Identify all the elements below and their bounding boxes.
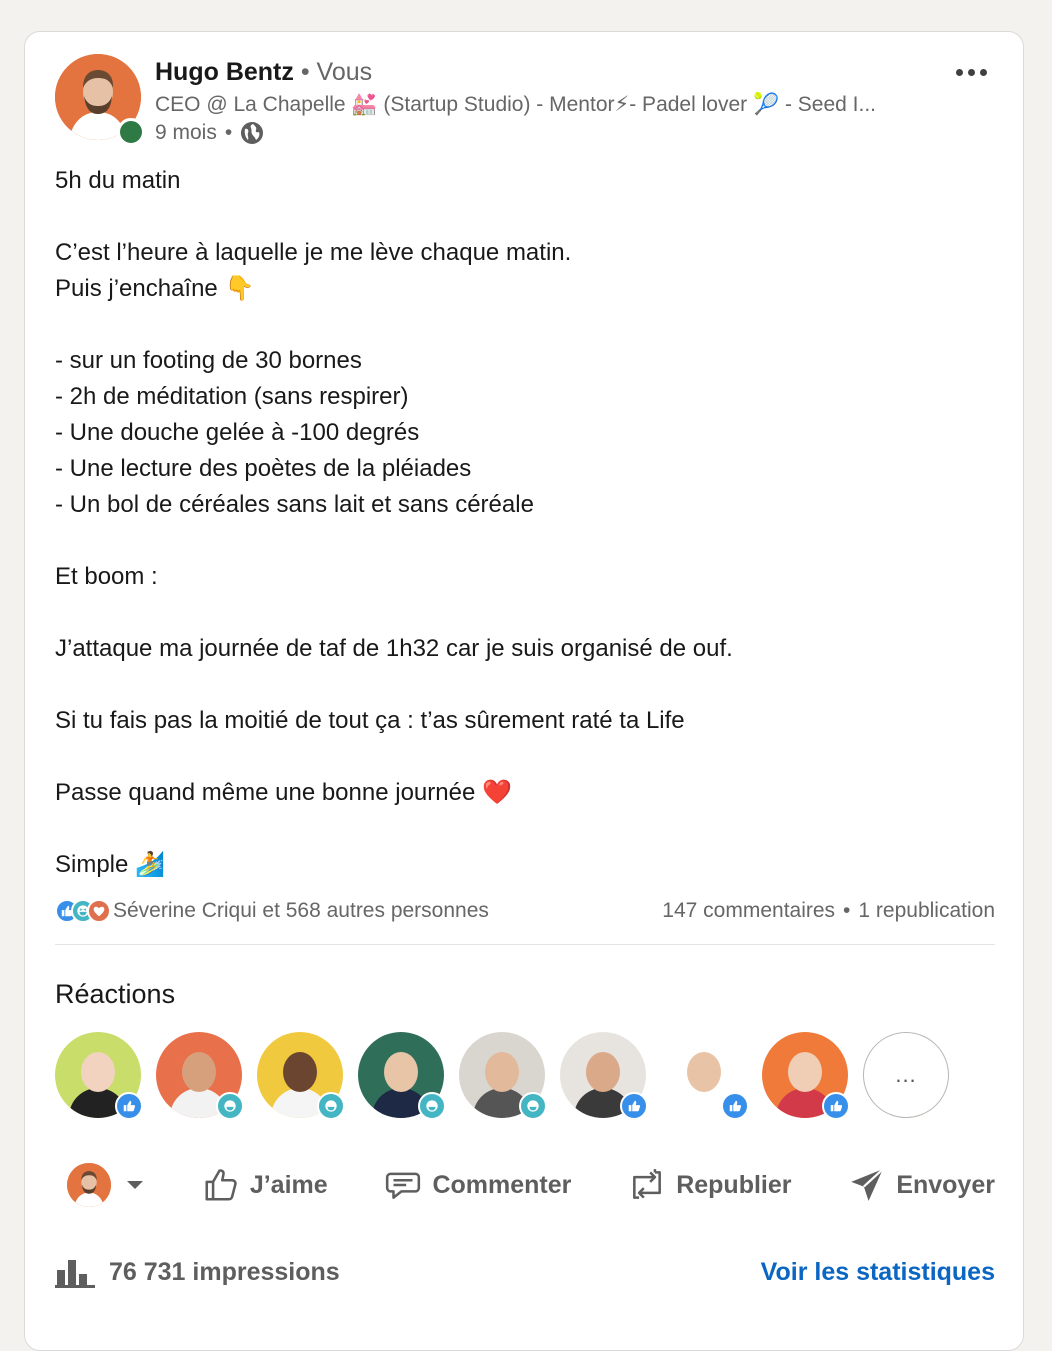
reposts-count-link[interactable]: 1 republication bbox=[858, 899, 995, 922]
reactor-face bbox=[788, 1052, 822, 1092]
reactor-face bbox=[81, 1052, 115, 1092]
reactions-text: Séverine Criqui et 568 autres personnes bbox=[113, 899, 489, 922]
funny-icon bbox=[519, 1092, 547, 1120]
more-reactors-button[interactable]: ... bbox=[863, 1032, 949, 1118]
action-bar bbox=[55, 1152, 995, 1218]
comments-count-link[interactable]: 147 commentaires bbox=[662, 899, 836, 922]
bar-chart-icon bbox=[55, 1256, 95, 1288]
post-line bbox=[55, 811, 995, 847]
post-body bbox=[55, 163, 995, 883]
comment-label: Commenter bbox=[432, 1170, 572, 1199]
post-line: - sur un footing de 30 bornes bbox=[55, 347, 362, 374]
author-line bbox=[155, 58, 372, 87]
send-icon bbox=[848, 1166, 886, 1204]
send-label: Envoyer bbox=[896, 1170, 995, 1199]
post-line bbox=[55, 667, 995, 703]
post-line: Et boom : bbox=[55, 563, 158, 590]
reactor-face bbox=[283, 1052, 317, 1092]
reaction-icons bbox=[55, 899, 103, 923]
repost-button[interactable] bbox=[628, 1166, 791, 1204]
reactor-face bbox=[182, 1052, 216, 1092]
post-line: - 2h de méditation (sans respirer) bbox=[55, 383, 409, 410]
post-line: - Une lecture des poètes de la pléiades bbox=[55, 455, 472, 482]
post-line: - Une douche gelée à -100 degrés bbox=[55, 419, 420, 446]
post-meta-separator: • bbox=[224, 121, 233, 144]
post-line: Puis j’enchaîne 👇 bbox=[55, 275, 255, 302]
post-line: Passe quand même une bonne journée ❤️ bbox=[55, 779, 512, 806]
stats-row bbox=[55, 1256, 995, 1288]
post-line: Simple 🏄 bbox=[55, 851, 165, 878]
more-dot-icon bbox=[956, 69, 963, 76]
reactor-avatar[interactable] bbox=[257, 1032, 343, 1118]
reactor-avatar[interactable] bbox=[661, 1032, 747, 1118]
reactors-list bbox=[55, 1032, 949, 1118]
social-counts bbox=[55, 899, 995, 923]
reactions-title: Réactions bbox=[55, 979, 176, 1009]
funny-icon bbox=[216, 1092, 244, 1120]
author-name[interactable]: Hugo Bentz bbox=[155, 58, 294, 86]
post-line bbox=[55, 523, 995, 559]
reactor-avatar[interactable] bbox=[459, 1032, 545, 1118]
reactor-face bbox=[586, 1052, 620, 1092]
post-card bbox=[24, 31, 1024, 1351]
actor-avatar-image bbox=[67, 1163, 111, 1207]
post-time[interactable]: 9 mois bbox=[155, 121, 217, 144]
reactor-face bbox=[687, 1052, 721, 1092]
post-meta bbox=[155, 121, 264, 145]
online-status-icon bbox=[117, 118, 145, 146]
like-icon bbox=[822, 1092, 850, 1120]
view-stats-link[interactable]: Voir les statistiques bbox=[760, 1257, 995, 1286]
impressions bbox=[55, 1256, 340, 1288]
divider bbox=[55, 944, 995, 945]
reactor-avatar[interactable] bbox=[560, 1032, 646, 1118]
actor-avatar bbox=[67, 1163, 111, 1207]
more-dot-icon bbox=[968, 69, 975, 76]
author-you-label: Vous bbox=[316, 58, 373, 86]
like-icon bbox=[620, 1092, 648, 1120]
globe-icon bbox=[240, 121, 264, 145]
comment-button[interactable] bbox=[384, 1166, 571, 1204]
impressions-count: 76 731 impressions bbox=[109, 1257, 340, 1286]
funny-icon bbox=[418, 1092, 446, 1120]
like-icon bbox=[721, 1092, 749, 1120]
comment-icon bbox=[384, 1166, 422, 1204]
repost-label: Republier bbox=[676, 1170, 792, 1199]
post-line bbox=[55, 199, 995, 235]
post-line bbox=[55, 595, 995, 631]
post-line: Si tu fais pas la moitié de tout ça : t’as sûrement raté ta Life bbox=[55, 707, 685, 734]
reactor-avatar[interactable] bbox=[762, 1032, 848, 1118]
thumbs-up-icon bbox=[202, 1166, 240, 1204]
funny-icon bbox=[317, 1092, 345, 1120]
author-separator: • bbox=[300, 58, 310, 86]
reactor-avatar[interactable] bbox=[358, 1032, 444, 1118]
reactions-summary[interactable] bbox=[55, 899, 489, 923]
like-button[interactable] bbox=[202, 1166, 328, 1204]
post-line: J’attaque ma journée de taf de 1h32 car je suis organisé de ouf. bbox=[55, 635, 733, 662]
reactor-avatar[interactable] bbox=[156, 1032, 242, 1118]
counts-separator: • bbox=[843, 899, 851, 922]
author-headline: CEO @ La Chapelle 💒 (Startup Studio) - Mentor⚡- Padel lover 🎾 - Seed I... bbox=[155, 93, 876, 116]
reactor-avatar[interactable] bbox=[55, 1032, 141, 1118]
repost-icon bbox=[628, 1166, 666, 1204]
more-options-button[interactable] bbox=[949, 60, 993, 84]
post-line: C’est l’heure à laquelle je me lève chaque matin. bbox=[55, 239, 572, 266]
caret-down-icon bbox=[125, 1179, 145, 1191]
counts-right bbox=[662, 899, 995, 923]
post-line bbox=[55, 739, 995, 775]
reactor-face bbox=[384, 1052, 418, 1092]
send-button[interactable] bbox=[848, 1166, 995, 1204]
actor-switch-button[interactable] bbox=[55, 1163, 145, 1207]
like-label: J’aime bbox=[249, 1170, 328, 1199]
reactor-face bbox=[485, 1052, 519, 1092]
post-line: 5h du matin bbox=[55, 167, 181, 194]
post-line: - Un bol de céréales sans lait et sans céréale bbox=[55, 491, 534, 518]
love-icon bbox=[87, 899, 111, 923]
post-line bbox=[55, 307, 995, 343]
like-icon bbox=[115, 1092, 143, 1120]
more-dot-icon bbox=[980, 69, 987, 76]
